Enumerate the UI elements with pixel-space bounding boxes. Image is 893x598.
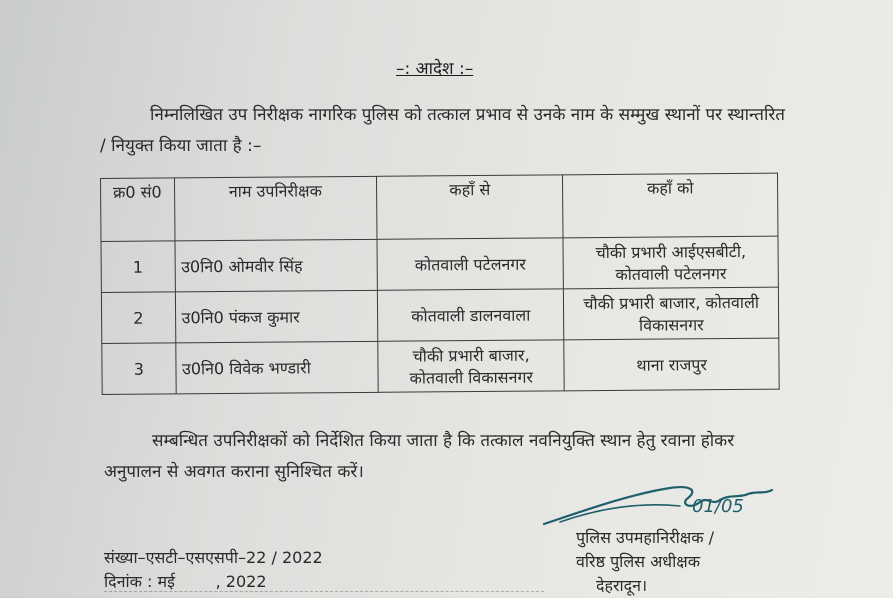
cell-name: उ0नि0 पंकज कुमार [175,290,378,343]
cell-to: चौकी प्रभारी आईएसबीटी, कोतवाली पटेलनगर [563,236,778,289]
table-row [101,236,778,292]
col-header-to: कहाँ को [563,173,778,238]
signatory-line-1: पुलिस उपमहानिरीक्षक / [576,528,714,547]
transfer-table [100,173,780,395]
col-header-serial: क्र0 सं0 [101,178,175,242]
cell-serial: 1 [101,241,175,293]
reference-date: दिनांक : मई , 2022 [104,572,267,591]
col-header-from: कहाँ से [377,175,564,239]
cell-name: उ0नि0 विवेक भण्डारी [175,341,378,394]
order-heading: –: आदेश :– [396,59,474,79]
cell-serial: 3 [102,343,176,395]
cell-from: चौकी प्रभारी बाजार, कोतवाली विकासनगर [378,340,565,392]
signature-date: 01/05 [692,496,744,517]
col-header-name: नाम उपनिरीक्षक [174,176,377,241]
signatory-block [576,526,714,598]
signatory-line-3: देहरादून। [596,576,648,595]
table-header-row [101,173,778,241]
cell-name: उ0नि0 ओमवीर सिंह [175,239,378,292]
cell-from: कोतवाली पटेलनगर [377,238,564,290]
cell-to: चौकी प्रभारी बाजार, कोतवाली विकासनगर [564,287,779,340]
signatory-line-2: वरिष्ठ पुलिस अधीक्षक [576,552,701,571]
closing-paragraph: सम्बन्धित उपनिरीक्षकों को निर्देशित किया जाता है कि तत्काल नवनियुक्ति स्थान हेतु रवाना होकर अनुपालन से अवगत कराना सुनिश्चित करें। [104,431,735,482]
signature [540,482,780,532]
table-row [102,338,779,394]
cell-serial: 2 [101,292,175,344]
reference-block [104,546,323,594]
reference-number: संख्या–एसटी–एसएसपी–22 / 2022 [104,548,323,567]
cell-to: थाना राजपुर [564,338,779,391]
table-row [101,287,778,343]
intro-paragraph: निम्नलिखित उप निरीक्षक नागरिक पुलिस को तत्काल प्रभाव से उनके नाम के सम्मुख स्थानों पर स्थान्तरित / नियुक्त किया जाता है :– [100,105,786,156]
cell-from: कोतवाली डालनवाला [377,289,564,341]
